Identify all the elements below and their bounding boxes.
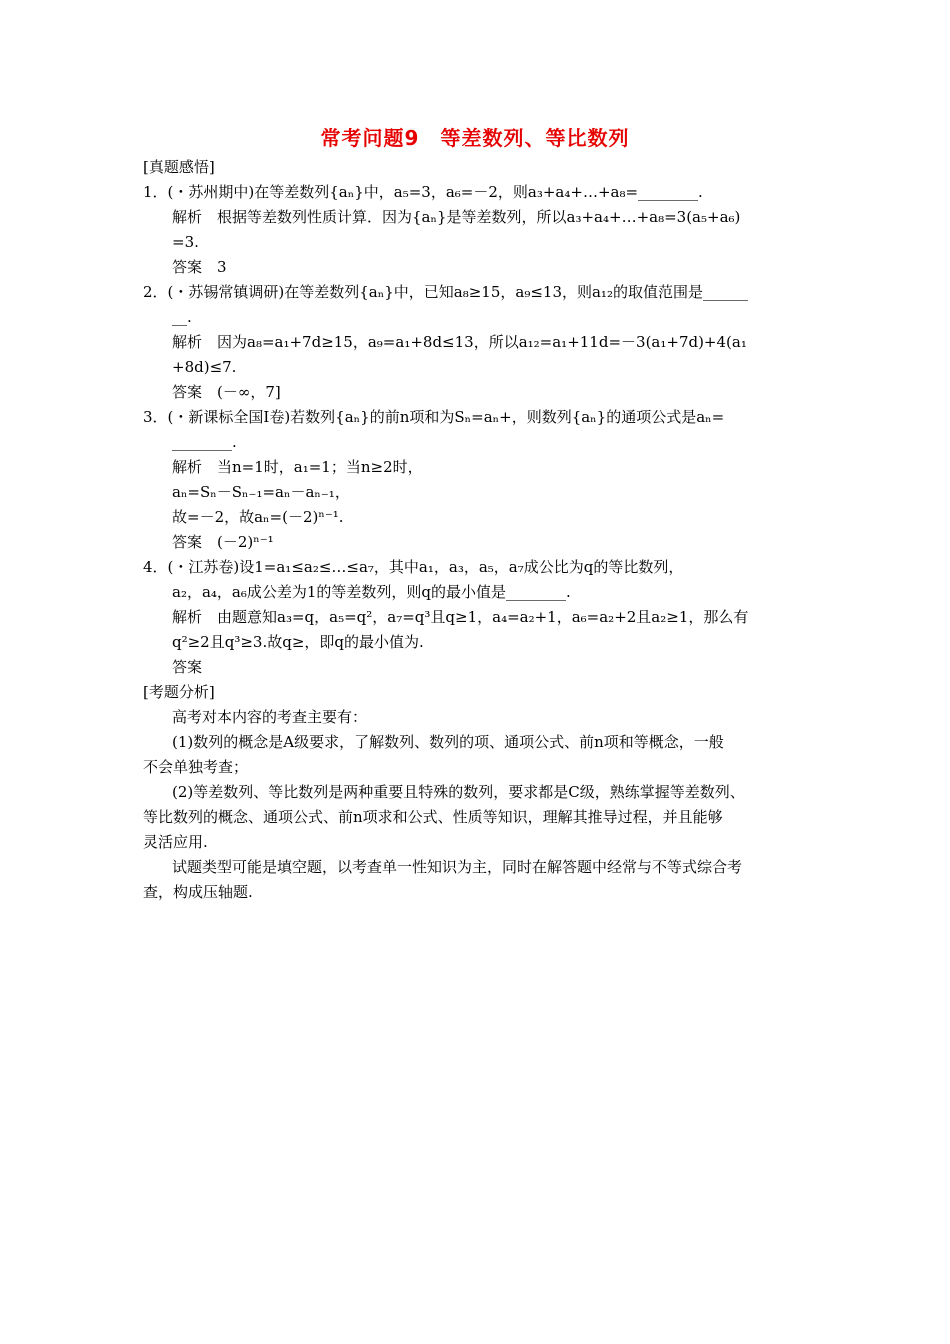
q1-answer: 答案 3 <box>172 258 227 276</box>
q1-stem: 1．(・苏州期中)在等差数列{aₙ}中，a₅=3，a₆=－2，则a₃+a₄+…+a₈=________. <box>143 183 703 201</box>
q2-answer: 答案 (－∞，7] <box>172 383 281 401</box>
q4-answer: 答案 <box>172 658 203 676</box>
analysis-p3-line2: 查，构成压轴题. <box>143 883 253 901</box>
q1-analysis-line1: 解析 根据等差数列性质计算．因为{aₙ}是等差数列，所以a₃+a₄+…+a₈=3(a₅+a₆) <box>172 208 741 226</box>
q3-stem-line1: 3．(・新课标全国Ⅰ卷)若数列{aₙ}的前n项和为Sₙ=aₙ+，则数列{aₙ}的通项公式是aₙ= <box>143 408 725 426</box>
q4-stem-line2: a₂，a₄，a₆成公差为1的等差数列，则q的最小值是________. <box>172 583 571 601</box>
analysis-p3-line1: 试题类型可能是填空题，以考查单一性知识为主，同时在解答题中经常与不等式综合考 <box>172 858 743 876</box>
q4-analysis-line2: q²≥2且q³≥3.故q≥，即q的最小值为. <box>172 633 424 651</box>
q3-stem-line2: ________. <box>172 433 237 451</box>
q3-analysis-line3: 故=－2，故aₙ=(－2)ⁿ⁻¹. <box>172 508 344 526</box>
section-label-exam-analysis: [考题分析] <box>143 683 215 701</box>
analysis-intro: 高考对本内容的考查主要有： <box>172 708 368 726</box>
q3-answer: 答案 (－2)ⁿ⁻¹ <box>172 533 274 551</box>
analysis-p2-line3: 灵活应用. <box>143 833 208 851</box>
q2-stem-line2: __. <box>172 308 192 326</box>
analysis-p2-line2: 等比数列的概念、通项公式、前n项求和公式、性质等知识，理解其推导过程，并且能够 <box>143 808 723 826</box>
q4-stem-line1: 4．(・江苏卷)设1=a₁≤a₂≤…≤a₇，其中a₁，a₃，a₅，a₇成公比为q的等比数列， <box>143 558 684 576</box>
analysis-p1-line2: 不会单独考查； <box>143 758 249 776</box>
q2-analysis-line1: 解析 因为a₈=a₁+7d≥15，a₉=a₁+8d≤13，所以a₁₂=a₁+11d=－3(a₁+7d)+4(a₁ <box>172 333 747 351</box>
q1-analysis-line2: =3. <box>172 233 199 251</box>
q4-analysis-line1: 解析 由题意知a₃=q，a₅=q²，a₇=q³且q≥1，a₄=a₂+1，a₆=a₂+2且a₂≥1，那么有 <box>172 608 749 626</box>
q3-analysis-line2: aₙ=Sₙ－Sₙ₋₁=aₙ－aₙ₋₁， <box>172 483 350 501</box>
page-title: 常考问题9 等差数列、等比数列 <box>320 126 630 150</box>
section-label-real-questions: [真题感悟] <box>143 158 215 176</box>
q3-analysis-line1: 解析 当n=1时，a₁=1；当n≥2时， <box>172 458 423 476</box>
q2-analysis-line2: +8d)≤7. <box>172 358 237 376</box>
analysis-p1-line1: (1)数列的概念是A级要求，了解数列、数列的项、通项公式、前n项和等概念，一般 <box>172 733 724 751</box>
q2-stem-line1: 2．(・苏锡常镇调研)在等差数列{aₙ}中，已知a₈≥15，a₉≤13，则a₁₂的取值范围是______ <box>143 283 748 301</box>
analysis-p2-line1: (2)等差数列、等比数列是两种重要且特殊的数列，要求都是C级，熟练掌握等差数列、 <box>172 783 745 801</box>
